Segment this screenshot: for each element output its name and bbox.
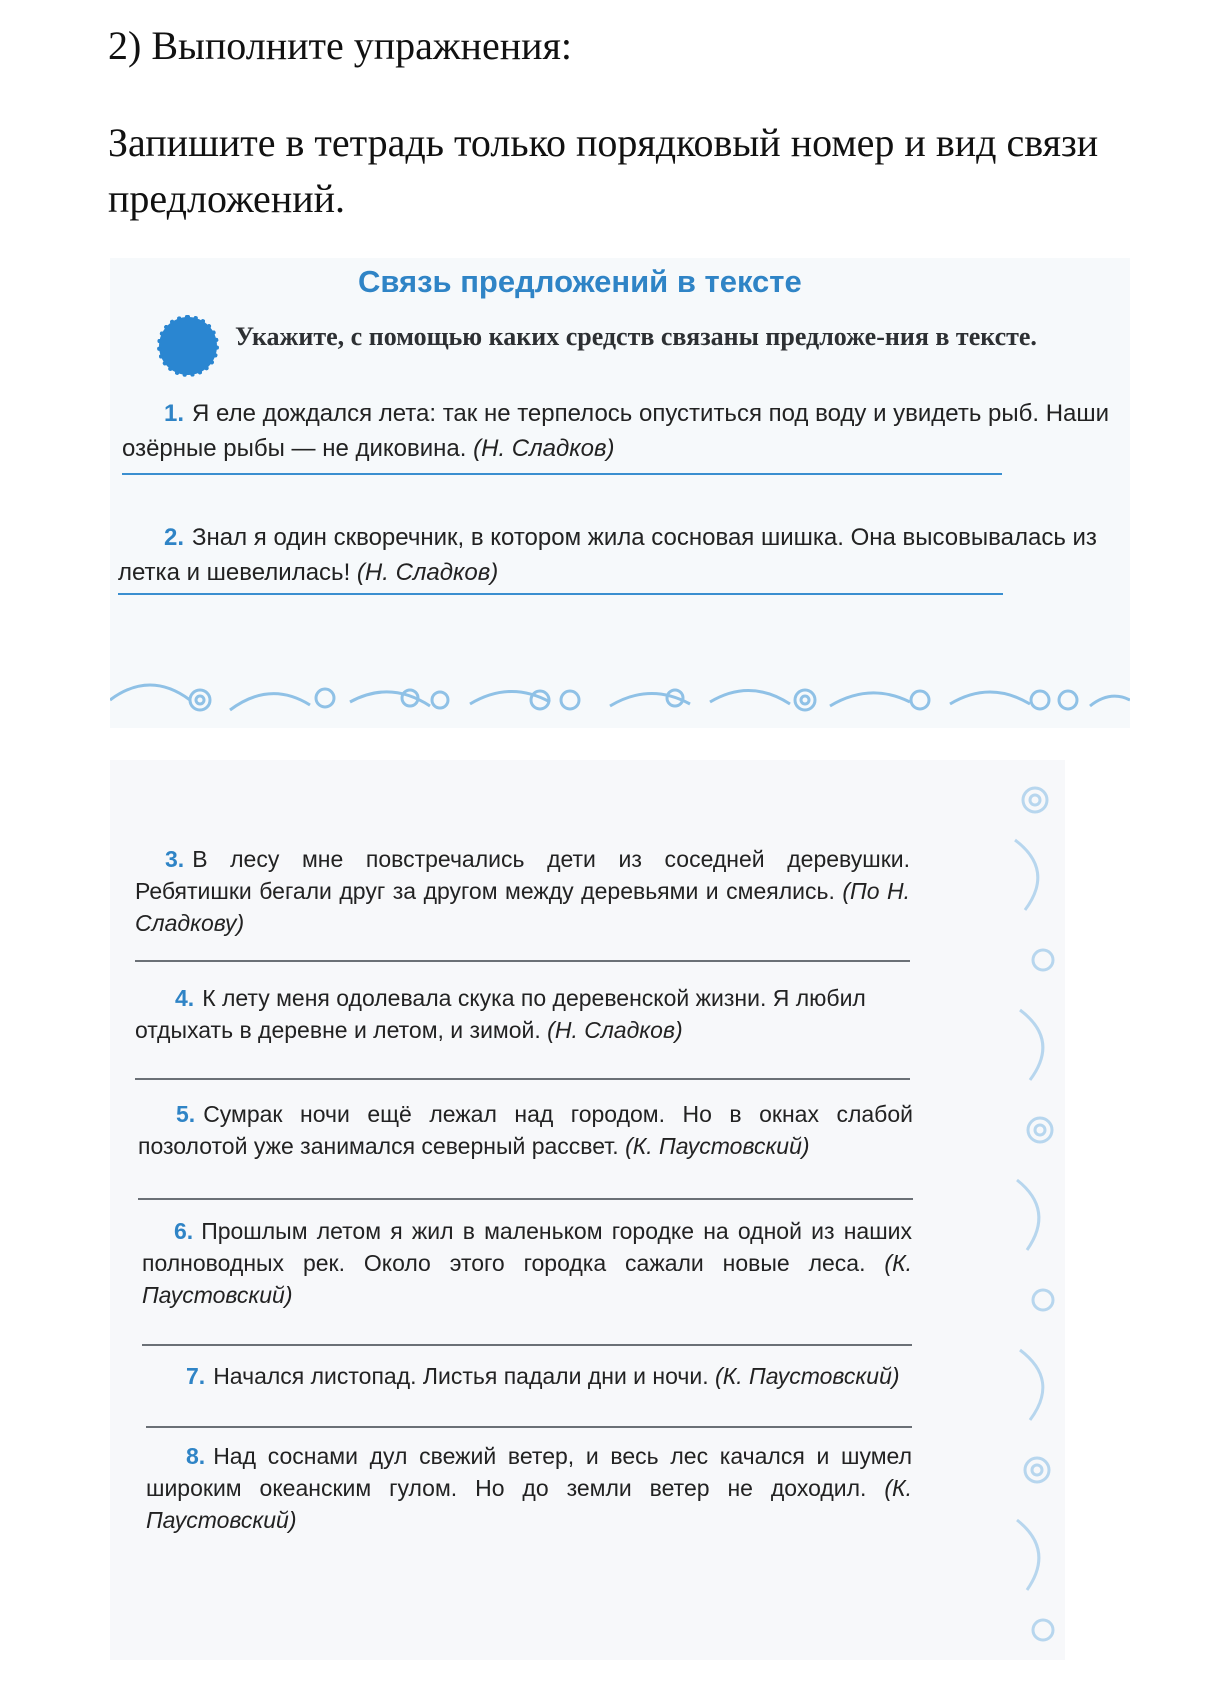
answer-line	[118, 593, 1003, 595]
exercise-item	[142, 1215, 912, 1311]
exercise-item	[122, 396, 1112, 466]
answer-line	[135, 960, 910, 962]
exercise-number: 8.	[186, 1443, 206, 1469]
textbook-scan-top	[110, 258, 1130, 728]
exercise-item	[146, 1440, 912, 1536]
task-instruction-text: Запишите в тетрадь только порядковый номер и вид связи предложений.	[108, 120, 1099, 221]
exercise-text: К лету меня одолевала скука по деревенской жизни. Я любил отдыхать в деревне и летом, и зимой.	[135, 985, 866, 1043]
exercise-author: (Н. Сладков)	[356, 559, 499, 586]
textbook-scan-bottom	[110, 760, 1065, 1660]
exercise-text: В лесу мне повстречались дети из соседней деревушки. Ребятишки бегали друг за другом между деревьями и смеялись.	[135, 846, 910, 904]
answer-line	[122, 473, 1002, 475]
task-heading: 2) Выполните упражнения:	[108, 23, 573, 68]
exercise-number: 2.	[164, 524, 185, 551]
exercise-number: 1.	[164, 400, 185, 427]
exercise-text: Начался листопад. Листья падали дни и ночи.	[213, 1363, 709, 1389]
exercise-text: Я еле дождался лета: так не терпелось опуститься под воду и увидеть рыб. Наши озёрные рыбы — не диковина.	[122, 400, 1110, 462]
answer-line	[135, 1078, 910, 1080]
exercise-author: (По Н. Сладкову)	[135, 878, 910, 936]
section-title: Связь предложений в тексте	[358, 264, 802, 299]
exercise-text: Сумрак ночи ещё лежал над городом. Но в окнах слабой позолотой уже занимался северный рассвет.	[138, 1101, 913, 1159]
exercise-item	[135, 843, 910, 939]
exercise-author: (К. Паустовский)	[715, 1363, 900, 1389]
exercise-author: (Н. Сладков)	[473, 435, 615, 462]
exercise-item	[118, 520, 1110, 590]
exercise-author: (К. Паустовский)	[142, 1250, 913, 1308]
exercise-author: (К. Паустовский)	[625, 1133, 810, 1159]
exercise-author: (Н. Сладков)	[547, 1017, 683, 1043]
blue-rosette-icon	[162, 320, 214, 372]
exercise-number: 6.	[174, 1218, 194, 1244]
swirl-side-ornament	[1005, 760, 1065, 1660]
exercise-instruction: Укажите, с помощью каких средств связаны предложе-ния в тексте.	[235, 322, 1037, 351]
exercise-text: Прошлым летом я жил в маленьком городке на одной из наших полноводных рек. Около этого городка сажали новые леса.	[142, 1218, 912, 1276]
exercise-number: 7.	[186, 1363, 206, 1389]
exercise-author: (К. Паустовский)	[146, 1475, 912, 1533]
answer-line	[146, 1426, 912, 1428]
exercise-item	[146, 1360, 916, 1392]
exercise-item	[138, 1098, 913, 1162]
exercise-text: Знал я один скворечник, в котором жила сосновая шишка. Она высовывалась из летка и шевелилась!	[118, 524, 1097, 586]
exercise-text: Над соснами дул свежий ветер, и весь лес качался и шумел широким океанским гулом. Но до земли ветер не доходил.	[146, 1443, 912, 1501]
answer-line	[142, 1344, 912, 1346]
answer-line	[138, 1198, 913, 1200]
exercise-item	[135, 982, 915, 1046]
swirl-border-ornament	[110, 660, 1130, 728]
exercise-number: 5.	[176, 1101, 196, 1127]
exercise-number: 3.	[165, 846, 185, 872]
exercise-number: 4.	[175, 985, 195, 1011]
